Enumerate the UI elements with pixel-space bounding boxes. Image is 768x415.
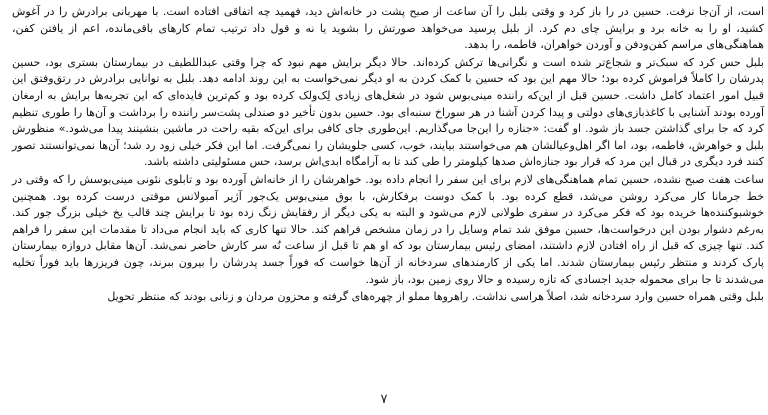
paragraph-2: بلبل حس کرد که سبک‌تر و شجاع‌تر شده است و نگرانی‌ها ترکش کرده‌اند. حالا دیگر برایش مهم نبود که چرا وقتی عبداللطیف در بیمارستان بستری بود، حسین پدرشان را کاملاً فراموش کرده بود؛ حالا مهم این بود که حسین با کمک کردن به او دیگر نمی‌خواست به این روند ادامه دهد. بلبل به توانایی برادرش در رتق‌وفتق این قبیل امور اعتماد کامل داشت. حسین قبل از این‌که راننده مینی‌بوس شود در شغل‌های زیادی لِک‌ولک کرده بود و کم‌ترین فایده‌ای که این تجربه‌ها برایش به ارمغان آورده بودند آشنایی با کاغذبازی‌های دولتی و پیدا کردن آشنا در هر سوراخ سنبه‌ای بود. حسین بدون تأخیر دو صندلی پشت‌سر راننده را برداشت و آن‌ها را طوری تنظیم کرد که جا برای گذاشتن جسد باز شود. او گفت: «جنازه را این‌جا می‌گذاریم. این‌طوری جای کافی برای این‌که بقیه راحت در ماشین بنشینند پیدا می‌شود.» منظورش بلبل و خواهرش، فاطمه، بود، اما اگر اهل‌وعیالشان هم می‌خواستند بیایند، خوب، کسی جلویشان را نمی‌گرفت. اما این فکر خیلی زود رد شد؛ آن‌ها نمی‌توانستند تصور کنند فرد دیگری در قبال این مرد که قرار بود جنازه‌اش صدها کیلومتر را طی کند تا به آرامگاه ابدی‌اش برسد، حس مسئولیتی داشته باشد. (12, 55, 764, 169)
document-body (12, 4, 764, 384)
page-number: ۷ (380, 392, 388, 407)
paragraph-1: است، از آن‌جا نرفت. حسین در را باز کرد و وقتی بلبل را آن ساعت از صبح پشت در خانه‌اش دید، فهمید چه اتفاقی افتاده است. با مهربانی برادرش را در آغوش کشید، او را به خانه برد و برایش چای دم کرد. از بلبل پرسید می‌خواهد صورتش را بشوید یا نه و قول داد ترتیب تمام کارهای باقی‌مانده، اعم از یافتن کفن، هماهنگی‌های مراسم کفن‌ودفن و آوردن خواهران، فاطمه، را بدهد. (12, 5, 764, 52)
paragraph-3: ساعت هفت صبح نشده، حسین تمام هماهنگی‌های لازم برای این سفر را انجام داده بود. خواهرشان را از خانه‌اش آورده بود و تابلوی نئونی مینی‌بوسش را که وقتی در خط جرمانا کار می‌کرد روشن می‌شد، قطع کرده بود. با کمک دوست برفکارش، با بوق مینی‌بوس یک‌جور آژیر آمبولانس موقتی درست کرده بود. همچنین خوشبوکننده‌ها خریده بود که فکر می‌کرد در سفری طولانی لازم می‌شود و البته به یکی دیگر از رفقایش زنگ زده بود تا برایش چند قالب یخ خیلی بزرگ جور کند. به‌رغم دشوار بودن این درخواست‌ها، حسین موفق شد تمام وسایل را در زمان مشخص فراهم کند. حالا تنها کاری که باید انجام می‌داد تا مقدمات این سفر را فراهم کند. تنها چیزی که قبل از راه افتادن لازم داشتند، امضای رئیس بیمارستان بود که او هم تا قبل از ساعت نُه سر کارش حاضر نمی‌شد. آن‌ها مقابل دروازه بیمارستان پارک کردند و منتظر رئیس بیمارستان شدند. اما یکی از کارمندهای سردخانه از آن‌ها خواست که فوراً جسد پدرشان را بیرون ببرند، چون فریزرها باید فوراً تخلیه می‌شدند تا جا برای محموله جدید اجسادی که تازه رسیده و حالا روی زمین بود، باز شود. (12, 172, 764, 286)
paragraph-4: بلبل وقتی همراه حسین وارد سردخانه شد، اصلاً هراسی نداشت. راهروها مملو از چهره‌های گرفته و محزون مردان و زنانی بودند که منتظر تحویل (107, 290, 764, 304)
